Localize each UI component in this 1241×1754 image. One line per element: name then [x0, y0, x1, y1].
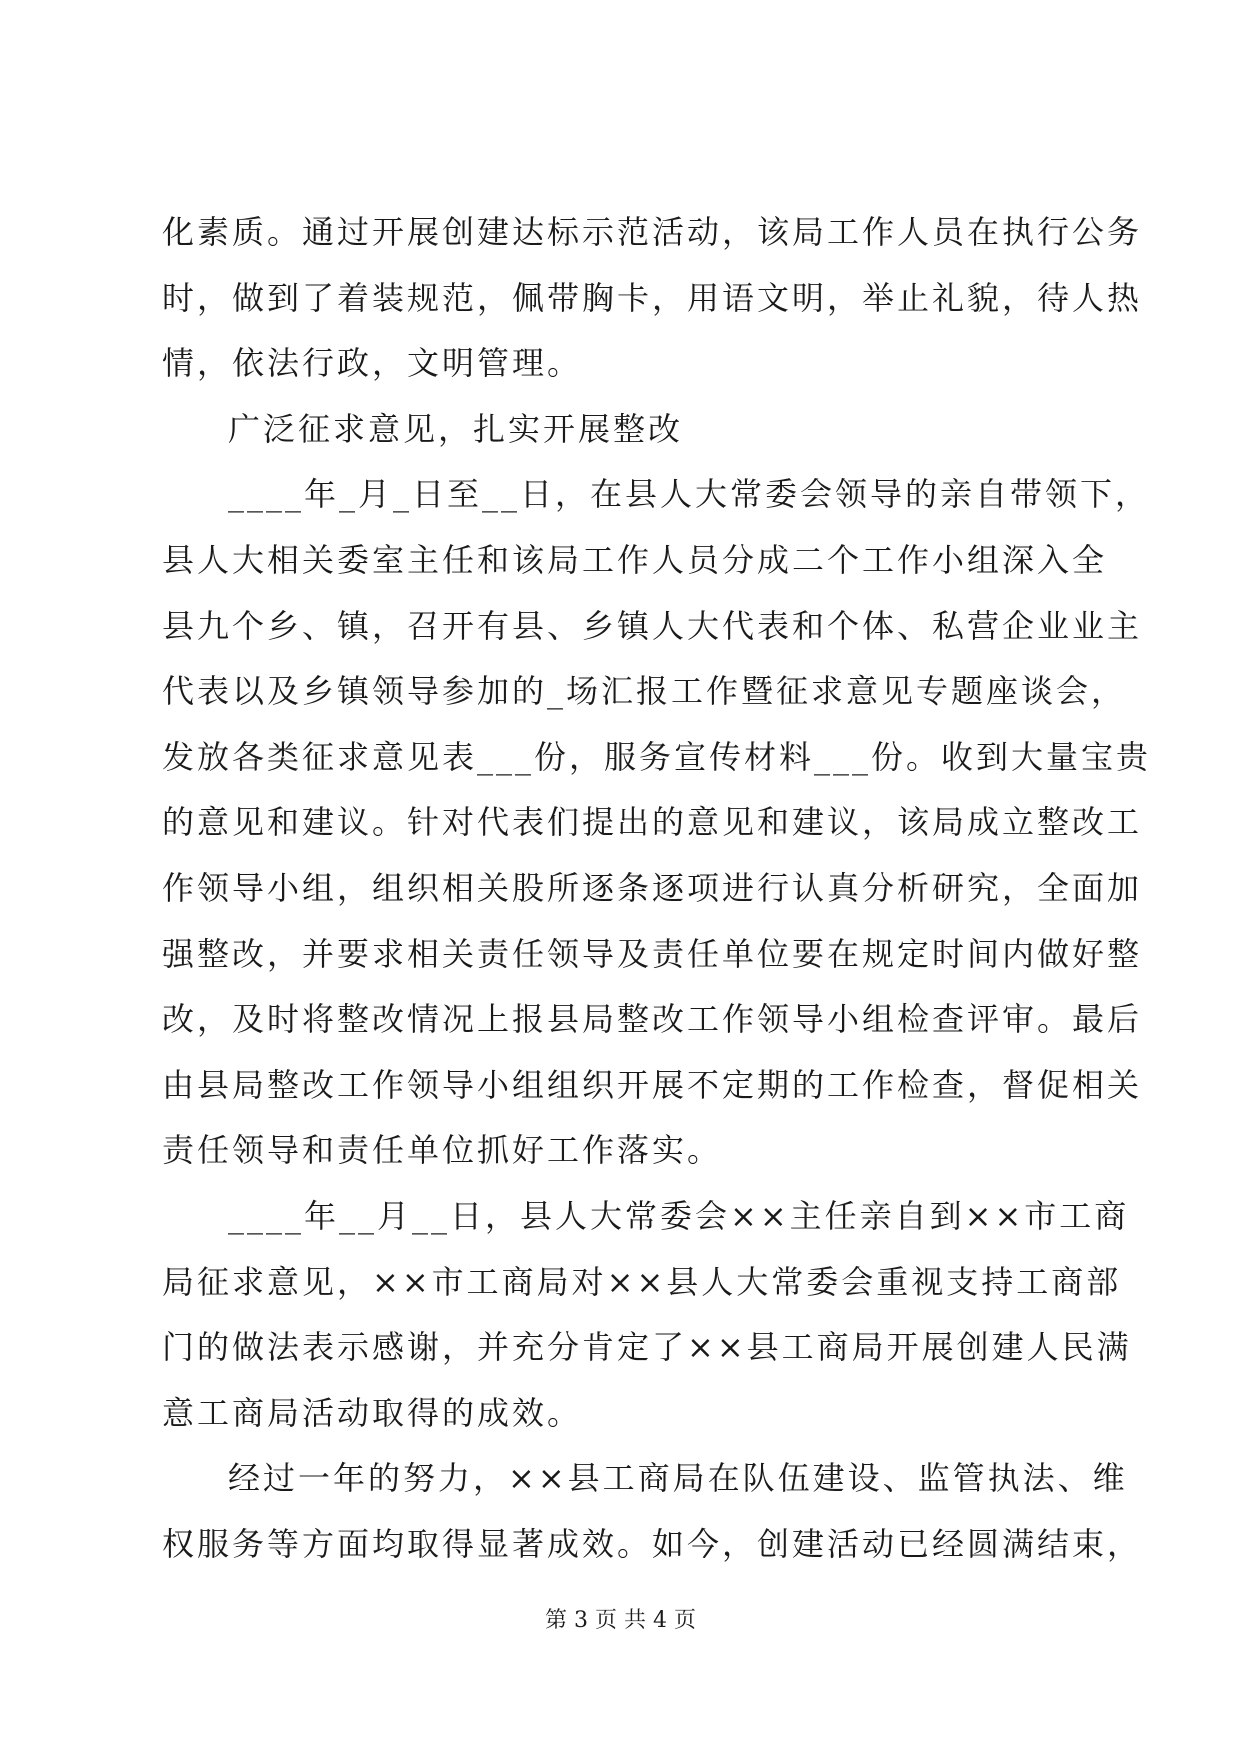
text-line-content: 时，做到了着装规范，佩带胸卡，用语文明，举止礼貌，待人热	[162, 278, 1143, 317]
text-line-content: 县人大相关委室主任和该局工作人员分成二个工作小组深入全	[162, 540, 1108, 579]
text-line-content: 经过一年的努力，××县工商局在队伍建设、监管执法、维	[228, 1459, 1128, 1498]
text-line	[162, 725, 1152, 791]
text-line	[162, 331, 1082, 397]
text-line-content: 作领导小组，组织相关股所逐条逐项进行认真分析研究，全面加	[162, 868, 1143, 907]
text-line	[162, 397, 1082, 463]
text-line-content: 由县局整改工作领导小组组织开展不定期的工作检查，督促相关	[162, 1065, 1143, 1104]
text-line-content: 改，及时将整改情况上报县局整改工作领导小组检查评审。最后	[162, 1000, 1143, 1039]
text-line-content: ____年__月__日，县人大常委会××主任亲自到××市工商	[228, 1196, 1130, 1235]
text-line	[162, 266, 1143, 332]
text-line	[162, 1250, 1122, 1316]
text-line-content: 化素质。通过开展创建达标示范活动，该局工作人员在执行公务	[162, 213, 1143, 251]
text-line-content: 县九个乡、镇，召开有县、乡镇人大代表和个体、私营企业业主	[162, 606, 1143, 645]
text-line-content: 发放各类征求意见表___份，服务宣传材料___份。收到大量宝贵	[162, 737, 1152, 776]
text-line	[162, 987, 1143, 1053]
text-line-content: 意工商局活动取得的成效。	[162, 1393, 583, 1432]
text-line	[162, 528, 1108, 594]
text-line	[162, 1315, 1132, 1381]
text-line-content: 门的做法表示感谢，并充分肯定了××县工商局开展创建人民满	[162, 1328, 1132, 1367]
text-line-content: 代表以及乡镇领导参加的_场汇报工作暨征求意见专题座谈会，	[162, 672, 1127, 711]
text-line	[162, 1512, 1143, 1578]
text-line-content: ____年_月_日至__日，在县人大常委会领导的亲自带领下，	[228, 475, 1151, 514]
text-line-content: 权服务等方面均取得显著成效。如今，创建活动已经圆满结束，	[162, 1524, 1143, 1563]
text-line-content: 广泛征求意见，扎实开展整改	[228, 409, 684, 448]
text-line	[162, 856, 1143, 922]
text-line	[162, 1184, 1130, 1250]
page-footer: 第 3 页 共 4 页	[545, 1608, 696, 1633]
text-line	[162, 462, 1151, 528]
text-line	[162, 594, 1143, 660]
text-line	[162, 659, 1127, 725]
text-line	[162, 1446, 1128, 1512]
text-line-content: 责任领导和责任单位抓好工作落实。	[162, 1131, 723, 1170]
document-body	[162, 200, 1152, 1577]
text-line	[162, 1381, 1082, 1447]
text-line-content: 局征求意见，××市工商局对××县人大常委会重视支持工商部	[162, 1262, 1122, 1301]
text-line	[162, 790, 1143, 856]
text-line	[162, 1118, 1082, 1184]
text-line-content: 强整改，并要求相关责任领导及责任单位要在规定时间内做好整	[162, 934, 1143, 973]
text-line-content: 情，依法行政，文明管理。	[162, 344, 583, 383]
text-line	[162, 1053, 1143, 1119]
text-line	[162, 922, 1143, 988]
text-line	[162, 200, 1143, 266]
text-line-content: 的意见和建议。针对代表们提出的意见和建议，该局成立整改工	[162, 803, 1143, 842]
